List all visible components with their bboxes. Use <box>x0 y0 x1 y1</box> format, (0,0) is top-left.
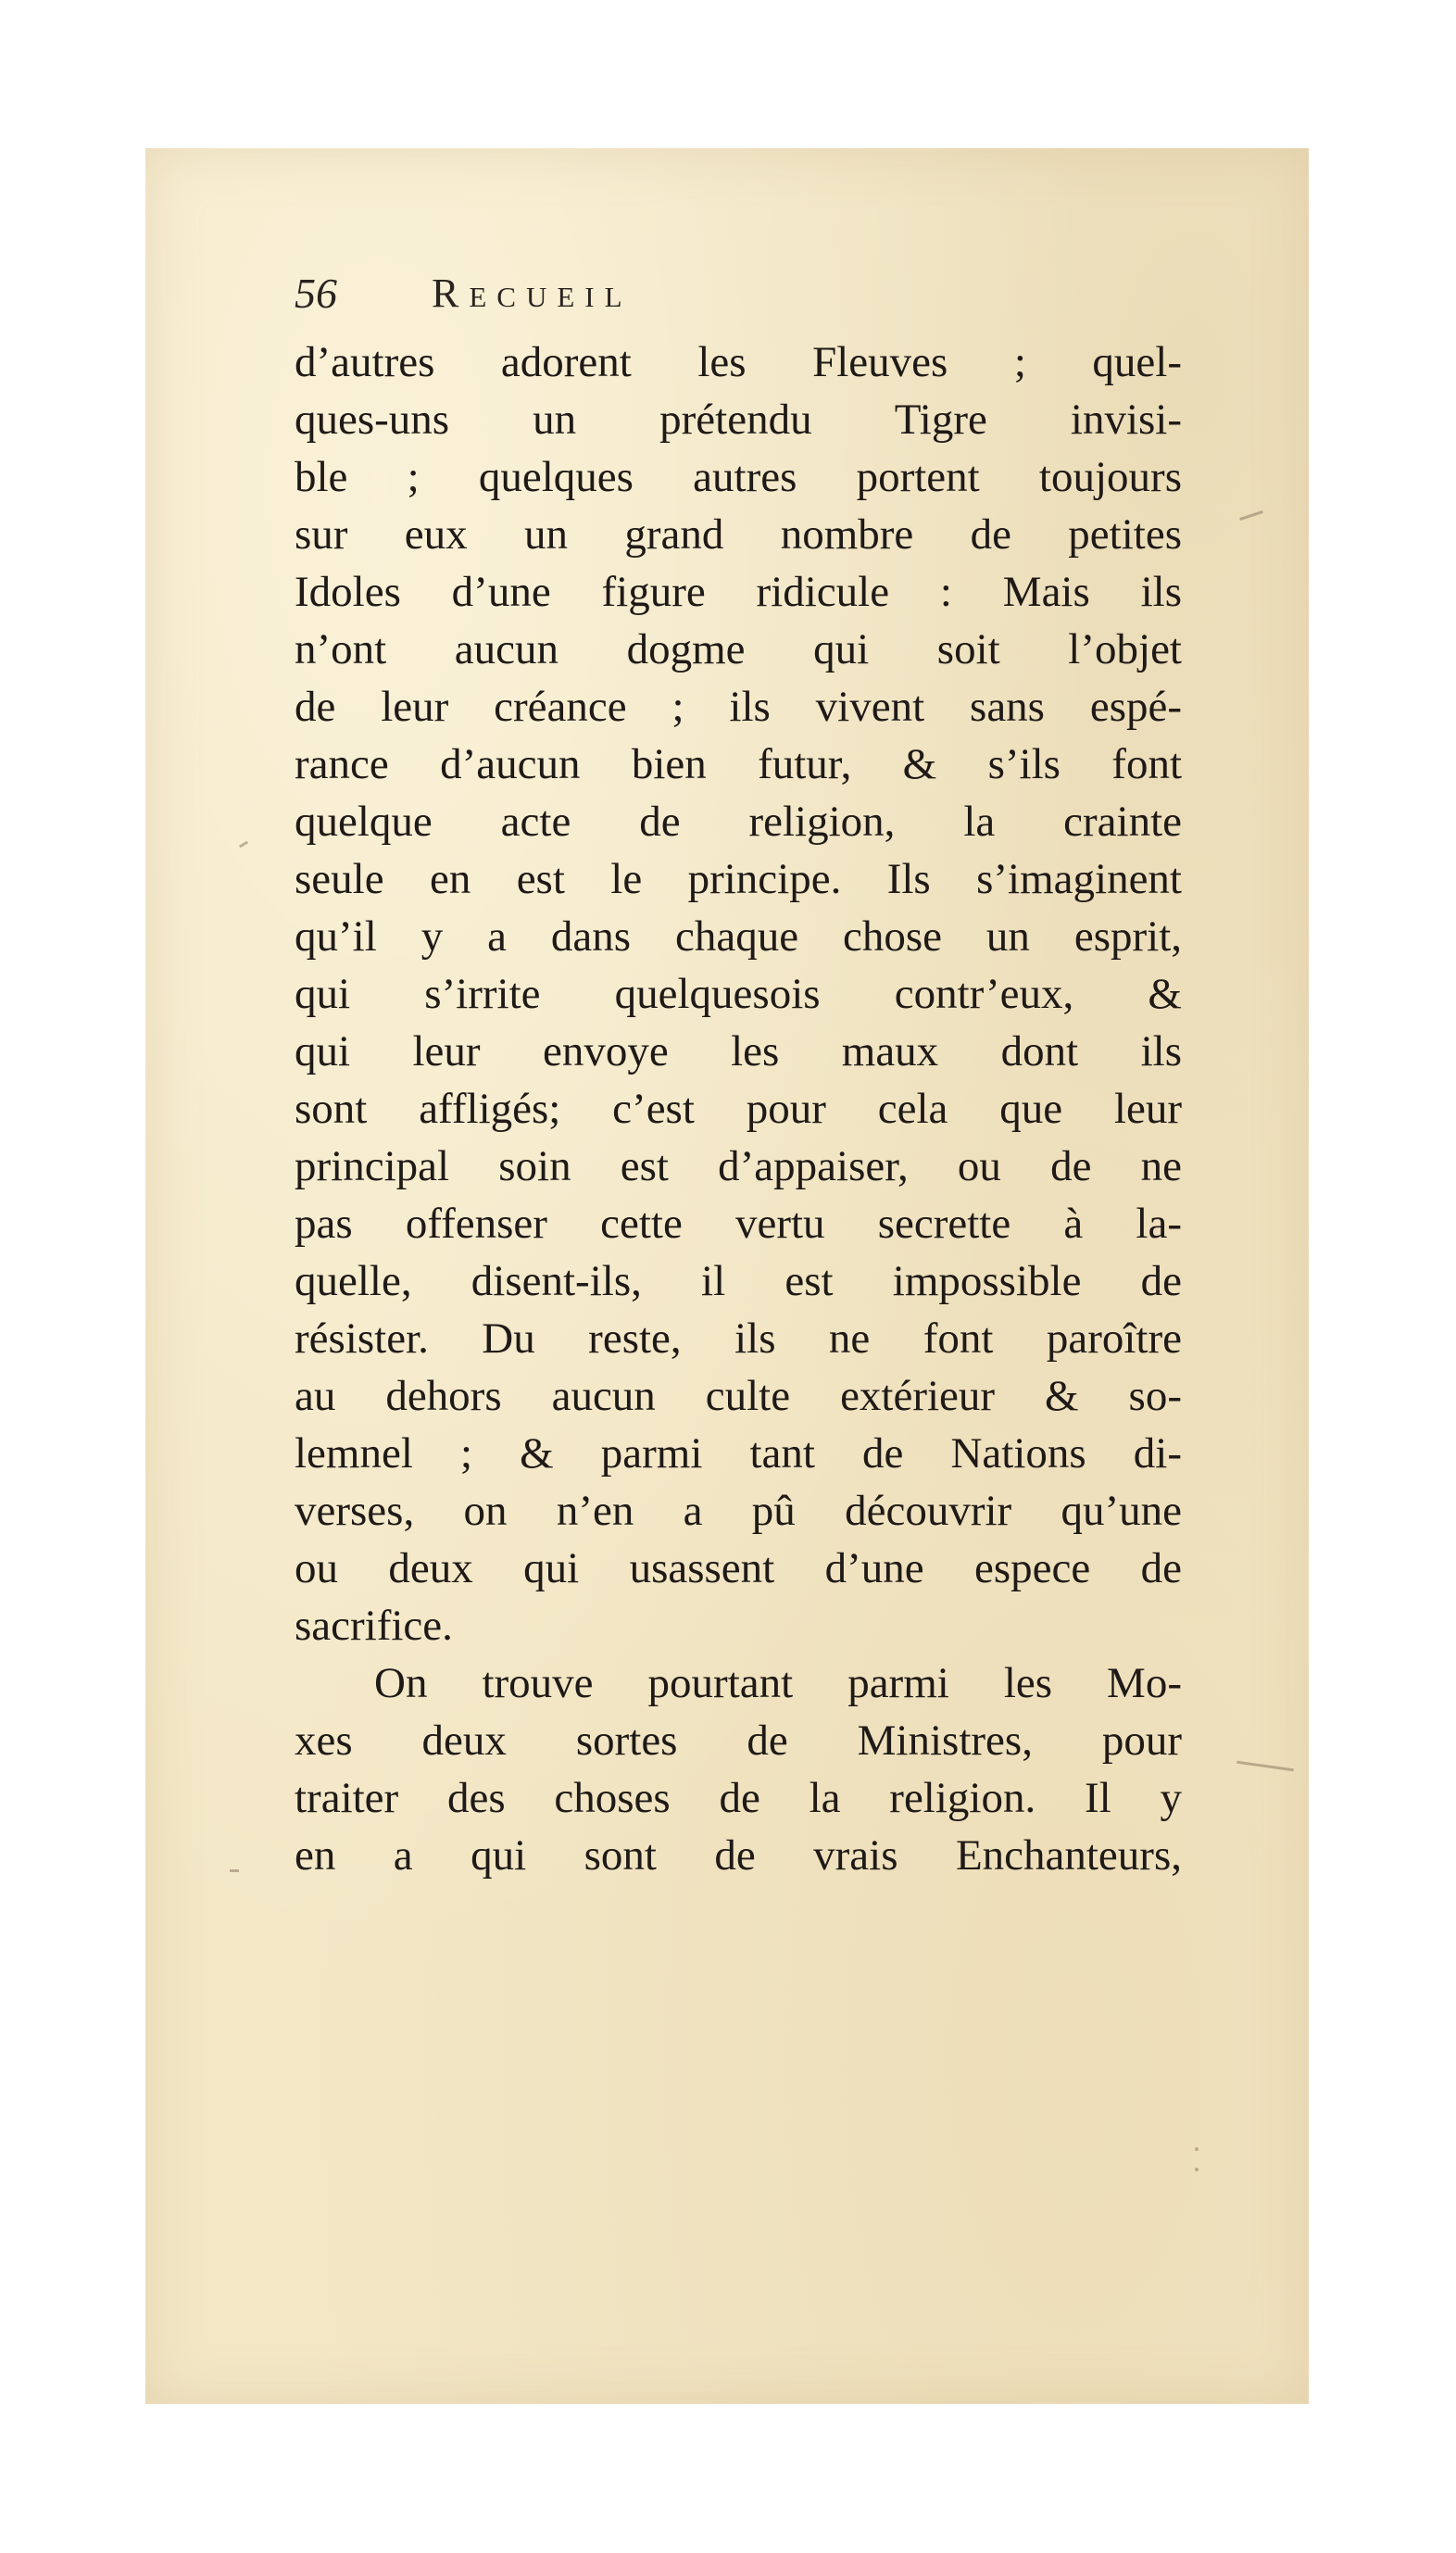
text-line: d’autres adorent les Fleuves ; quel- <box>295 338 1182 386</box>
paper-speck <box>1195 2147 1199 2151</box>
text-line: sont affligés; c’est pour cela que leur <box>295 1085 1182 1133</box>
text-line: pas offenser cette vertu secrette à la- <box>295 1200 1182 1248</box>
paper-speck <box>230 1869 239 1872</box>
text-line: sacrifice. <box>295 1602 453 1650</box>
text-line: au dehors aucun culte extérieur & so- <box>295 1372 1182 1420</box>
paper-speck <box>1195 2168 1199 2171</box>
text-line: quelle, disent-ils, il est impossible de <box>295 1257 1182 1305</box>
text-line: résister. Du reste, ils ne font paroître <box>295 1314 1182 1363</box>
page-number: 56 <box>295 270 337 317</box>
paragraph-1 <box>295 333 1182 1654</box>
text-line: ques-uns un prétendu Tigre invisi- <box>295 396 1182 444</box>
text-line: qui leur envoye les maux dont ils <box>295 1027 1182 1075</box>
body-text <box>295 333 1182 1884</box>
text-line: qui s’irrite quelquesois contr’eux, & <box>295 970 1182 1018</box>
text-line: On trouve pourtant parmi les Mo- <box>374 1659 1182 1707</box>
text-line: ou deux qui usassent d’une espece de <box>295 1544 1182 1592</box>
text-line: qu’il y a dans chaque chose un esprit, <box>295 912 1182 961</box>
text-line: ble ; quelques autres portent toujours <box>295 453 1182 501</box>
text-line: de leur créance ; ils vivent sans espé- <box>295 683 1182 731</box>
paragraph-2 <box>295 1654 1182 1884</box>
text-line: lemnel ; & parmi tant de Nations di- <box>295 1429 1182 1478</box>
text-line: principal soin est d’appaiser, ou de ne <box>295 1142 1182 1190</box>
running-head <box>295 261 1036 326</box>
text-line: n’ont aucun dogme qui soit l’objet <box>295 625 1182 673</box>
text-line: seule en est le principe. Ils s’imaginent <box>295 855 1182 903</box>
text-line: Idoles d’une figure ridicule : Mais ils <box>295 568 1182 616</box>
running-head-title: Recueil <box>432 270 633 316</box>
text-line: sur eux un grand nombre de petites <box>295 510 1182 559</box>
text-line: rance d’aucun bien futur, & s’ils font <box>295 740 1182 788</box>
text-line: quelque acte de religion, la crainte <box>295 798 1182 846</box>
text-line: xes deux sortes de Ministres, pour <box>295 1717 1182 1765</box>
text-line: en a qui sont de vrais Enchanteurs, <box>295 1831 1182 1880</box>
text-line: verses, on n’en a pû découvrir qu’une <box>295 1487 1182 1535</box>
text-line: traiter des choses de la religion. Il y <box>295 1774 1182 1822</box>
